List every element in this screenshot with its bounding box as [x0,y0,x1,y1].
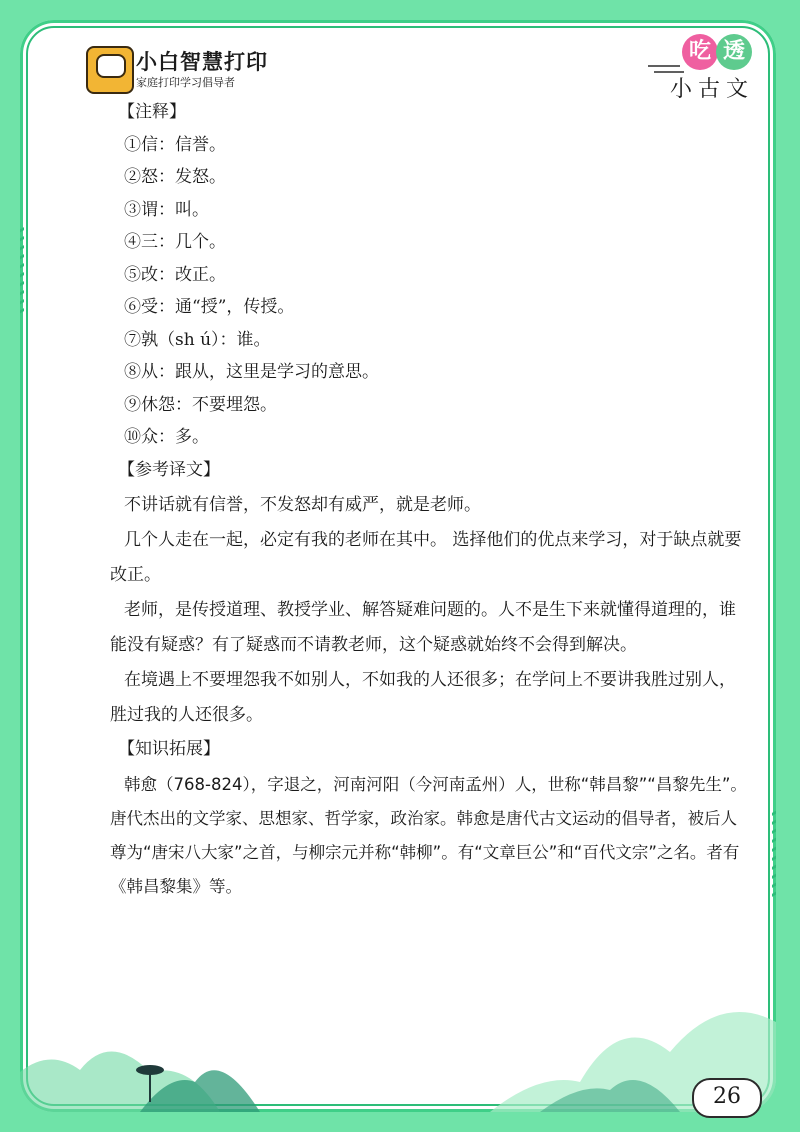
extension-text: 韩愈（768-824），字退之，河南河阳（今河南孟州）人，世称“韩昌黎”“昌黎先生”。唐代杰出的文学家、思想家、哲学家，政治家。韩愈是唐代古文运动的倡导者，被后人尊为“唐宋八大家”之首，与柳宗元并称“韩柳”。有“文章巨公”和“百代文宗”之名。者有《韩昌黎集》等。 [110,774,747,896]
translation-paragraph: 在境遇上不要埋怨我不如别人，不如我的人还很多；在学问上不要讲我胜过别人，胜过我的人还很多。 [110,670,736,725]
dog-face-icon [96,54,126,78]
left-stripe-decor [20,230,24,320]
brand-char-2: 透 [716,34,752,70]
page-content [110,96,750,904]
brand-char-1: 吃 [682,34,718,70]
translation-heading: 【参考译文】 [118,459,220,480]
logo-title: 小白智慧打印 [136,50,268,74]
extension-heading: 【知识拓展】 [118,739,220,759]
translation-paragraph: 几个人走在一起，必定有我的老师在其中。 选择他们的优点来学习，对于缺点就要改正。 [110,530,742,585]
note-item: ⑨休怨：不要埋怨。 [124,394,277,415]
logo-icon [86,46,134,94]
note-item: ⑥受：通“授”，传授。 [124,297,295,317]
brand-logo [86,44,276,96]
translation-body [110,488,750,733]
note-item: ①信：信誉。 [124,134,226,155]
translation-paragraph: 老师，是传授道理、教授学业、解答疑难问题的。人不是生下来就懂得道理的，谁能没有疑惑？有了疑惑而不请教老师，这个疑惑就始终不会得到解决。 [110,600,736,655]
notes-heading: 【注释】 [118,102,186,122]
note-item: ⑩众：多。 [124,427,209,447]
note-item: ④三：几个。 [124,232,226,252]
page-number: 26 [692,1078,762,1118]
note-item: ②怒：发怒。 [124,167,226,187]
note-item: ③谓：叫。 [124,199,209,220]
series-badge [648,34,776,104]
right-stripe-decor [772,810,776,900]
note-item: ⑧从：跟从，这里是学习的意思。 [124,362,379,382]
logo-subtitle: 家庭打印学习倡导者 [136,76,235,89]
brand-subtitle: 小古文 [670,77,755,102]
translation-paragraph: 不讲话就有信誉，不发怒却有威严，就是老师。 [124,495,481,515]
page-sheet [20,20,776,1112]
mountain-scenery [20,952,776,1112]
note-item: ⑦孰（sh ú）：谁。 [124,329,271,350]
note-item: ⑤改：改正。 [124,264,226,285]
